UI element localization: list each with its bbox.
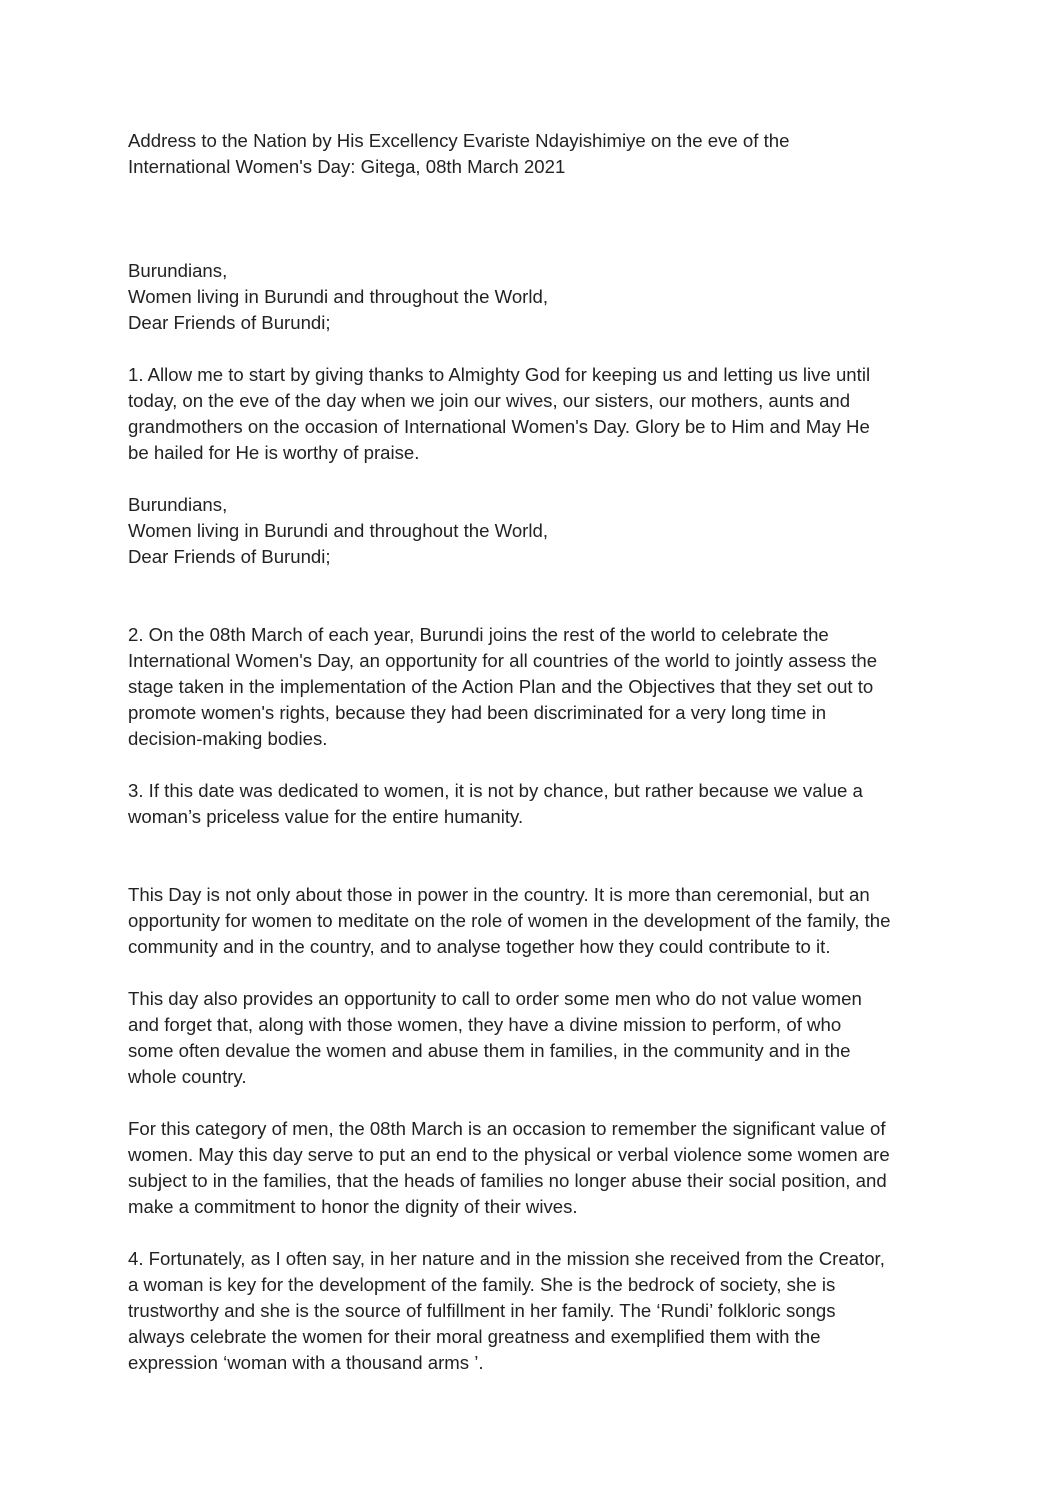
document-title	[128, 128, 928, 180]
paragraph-line: For this category of men, the 08th March is an occasion to remember the significant value of	[128, 1118, 886, 1139]
paragraph-line: some often devalue the women and abuse them in families, in the community and in the	[128, 1040, 851, 1061]
paragraph-line: stage taken in the implementation of the Action Plan and the Objectives that they set out to	[128, 676, 874, 697]
salutation-line: Burundians,	[128, 260, 228, 281]
paragraph-5	[128, 986, 928, 1090]
title-line: Address to the Nation by His Excellency Evariste Ndayishimiye on the eve of the	[128, 130, 790, 151]
paragraph-line: woman’s priceless value for the entire humanity.	[128, 806, 524, 827]
paragraph-line: trustworthy and she is the source of fulfillment in her family. The ‘Rundi’ folkloric songs	[128, 1300, 836, 1321]
paragraph-line: whole country.	[128, 1066, 247, 1087]
paragraph-line: This day also provides an opportunity to call to order some men who do not value women	[128, 988, 862, 1009]
paragraph-2	[128, 622, 928, 752]
paragraph-3	[128, 778, 928, 830]
paragraph-line: grandmothers on the occasion of International Women's Day. Glory be to Him and May He	[128, 416, 870, 437]
paragraph-line: subject to in the families, that the heads of families no longer abuse their social position, and	[128, 1170, 887, 1191]
paragraph-4	[128, 882, 928, 960]
paragraph-line: opportunity for women to meditate on the role of women in the development of the family, the	[128, 910, 891, 931]
paragraph-line: make a commitment to honor the dignity of their wives.	[128, 1196, 578, 1217]
salutation-line: Burundians,	[128, 494, 228, 515]
paragraph-line: expression ‘woman with a thousand arms ’.	[128, 1352, 484, 1373]
salutation-line: Women living in Burundi and throughout the World,	[128, 286, 548, 307]
paragraph-line: a woman is key for the development of the family. She is the bedrock of society, she is	[128, 1274, 836, 1295]
document-body	[128, 128, 928, 1376]
paragraph-line: 1. Allow me to start by giving thanks to Almighty God for keeping us and letting us live until	[128, 364, 871, 385]
paragraph-line: today, on the eve of the day when we join our wives, our sisters, our mothers, aunts and	[128, 390, 851, 411]
paragraph-line: always celebrate the women for their moral greatness and exemplified them with the	[128, 1326, 821, 1347]
paragraph-line: 2. On the 08th March of each year, Burundi joins the rest of the world to celebrate the	[128, 624, 829, 645]
paragraph-line: women. May this day serve to put an end to the physical or verbal violence some women are	[128, 1144, 890, 1165]
paragraph-line: 3. If this date was dedicated to women, it is not by chance, but rather because we value a	[128, 780, 863, 801]
salutation-line: Women living in Burundi and throughout the World,	[128, 520, 548, 541]
salutation-line: Dear Friends of Burundi;	[128, 312, 331, 333]
paragraph-line: be hailed for He is worthy of praise.	[128, 442, 420, 463]
paragraph-7	[128, 1246, 928, 1376]
paragraph-line: This Day is not only about those in power in the country. It is more than ceremonial, but an	[128, 884, 870, 905]
paragraph-1	[128, 362, 928, 466]
paragraph-line: International Women's Day, an opportunity for all countries of the world to jointly assess the	[128, 650, 878, 671]
paragraph-line: 4. Fortunately, as I often say, in her nature and in the mission she received from the Creator,	[128, 1248, 885, 1269]
paragraph-line: and forget that, along with those women, they have a divine mission to perform, of who	[128, 1014, 842, 1035]
salutation-block	[128, 492, 928, 570]
salutation-line: Dear Friends of Burundi;	[128, 546, 331, 567]
paragraph-line: decision-making bodies.	[128, 728, 328, 749]
paragraph-line: promote women's rights, because they had been discriminated for a very long time in	[128, 702, 827, 723]
title-line: International Women's Day: Gitega, 08th March 2021	[128, 156, 566, 177]
paragraph-line: community and in the country, and to analyse together how they could contribute to it.	[128, 936, 831, 957]
paragraph-6	[128, 1116, 928, 1220]
salutation-block	[128, 258, 928, 336]
